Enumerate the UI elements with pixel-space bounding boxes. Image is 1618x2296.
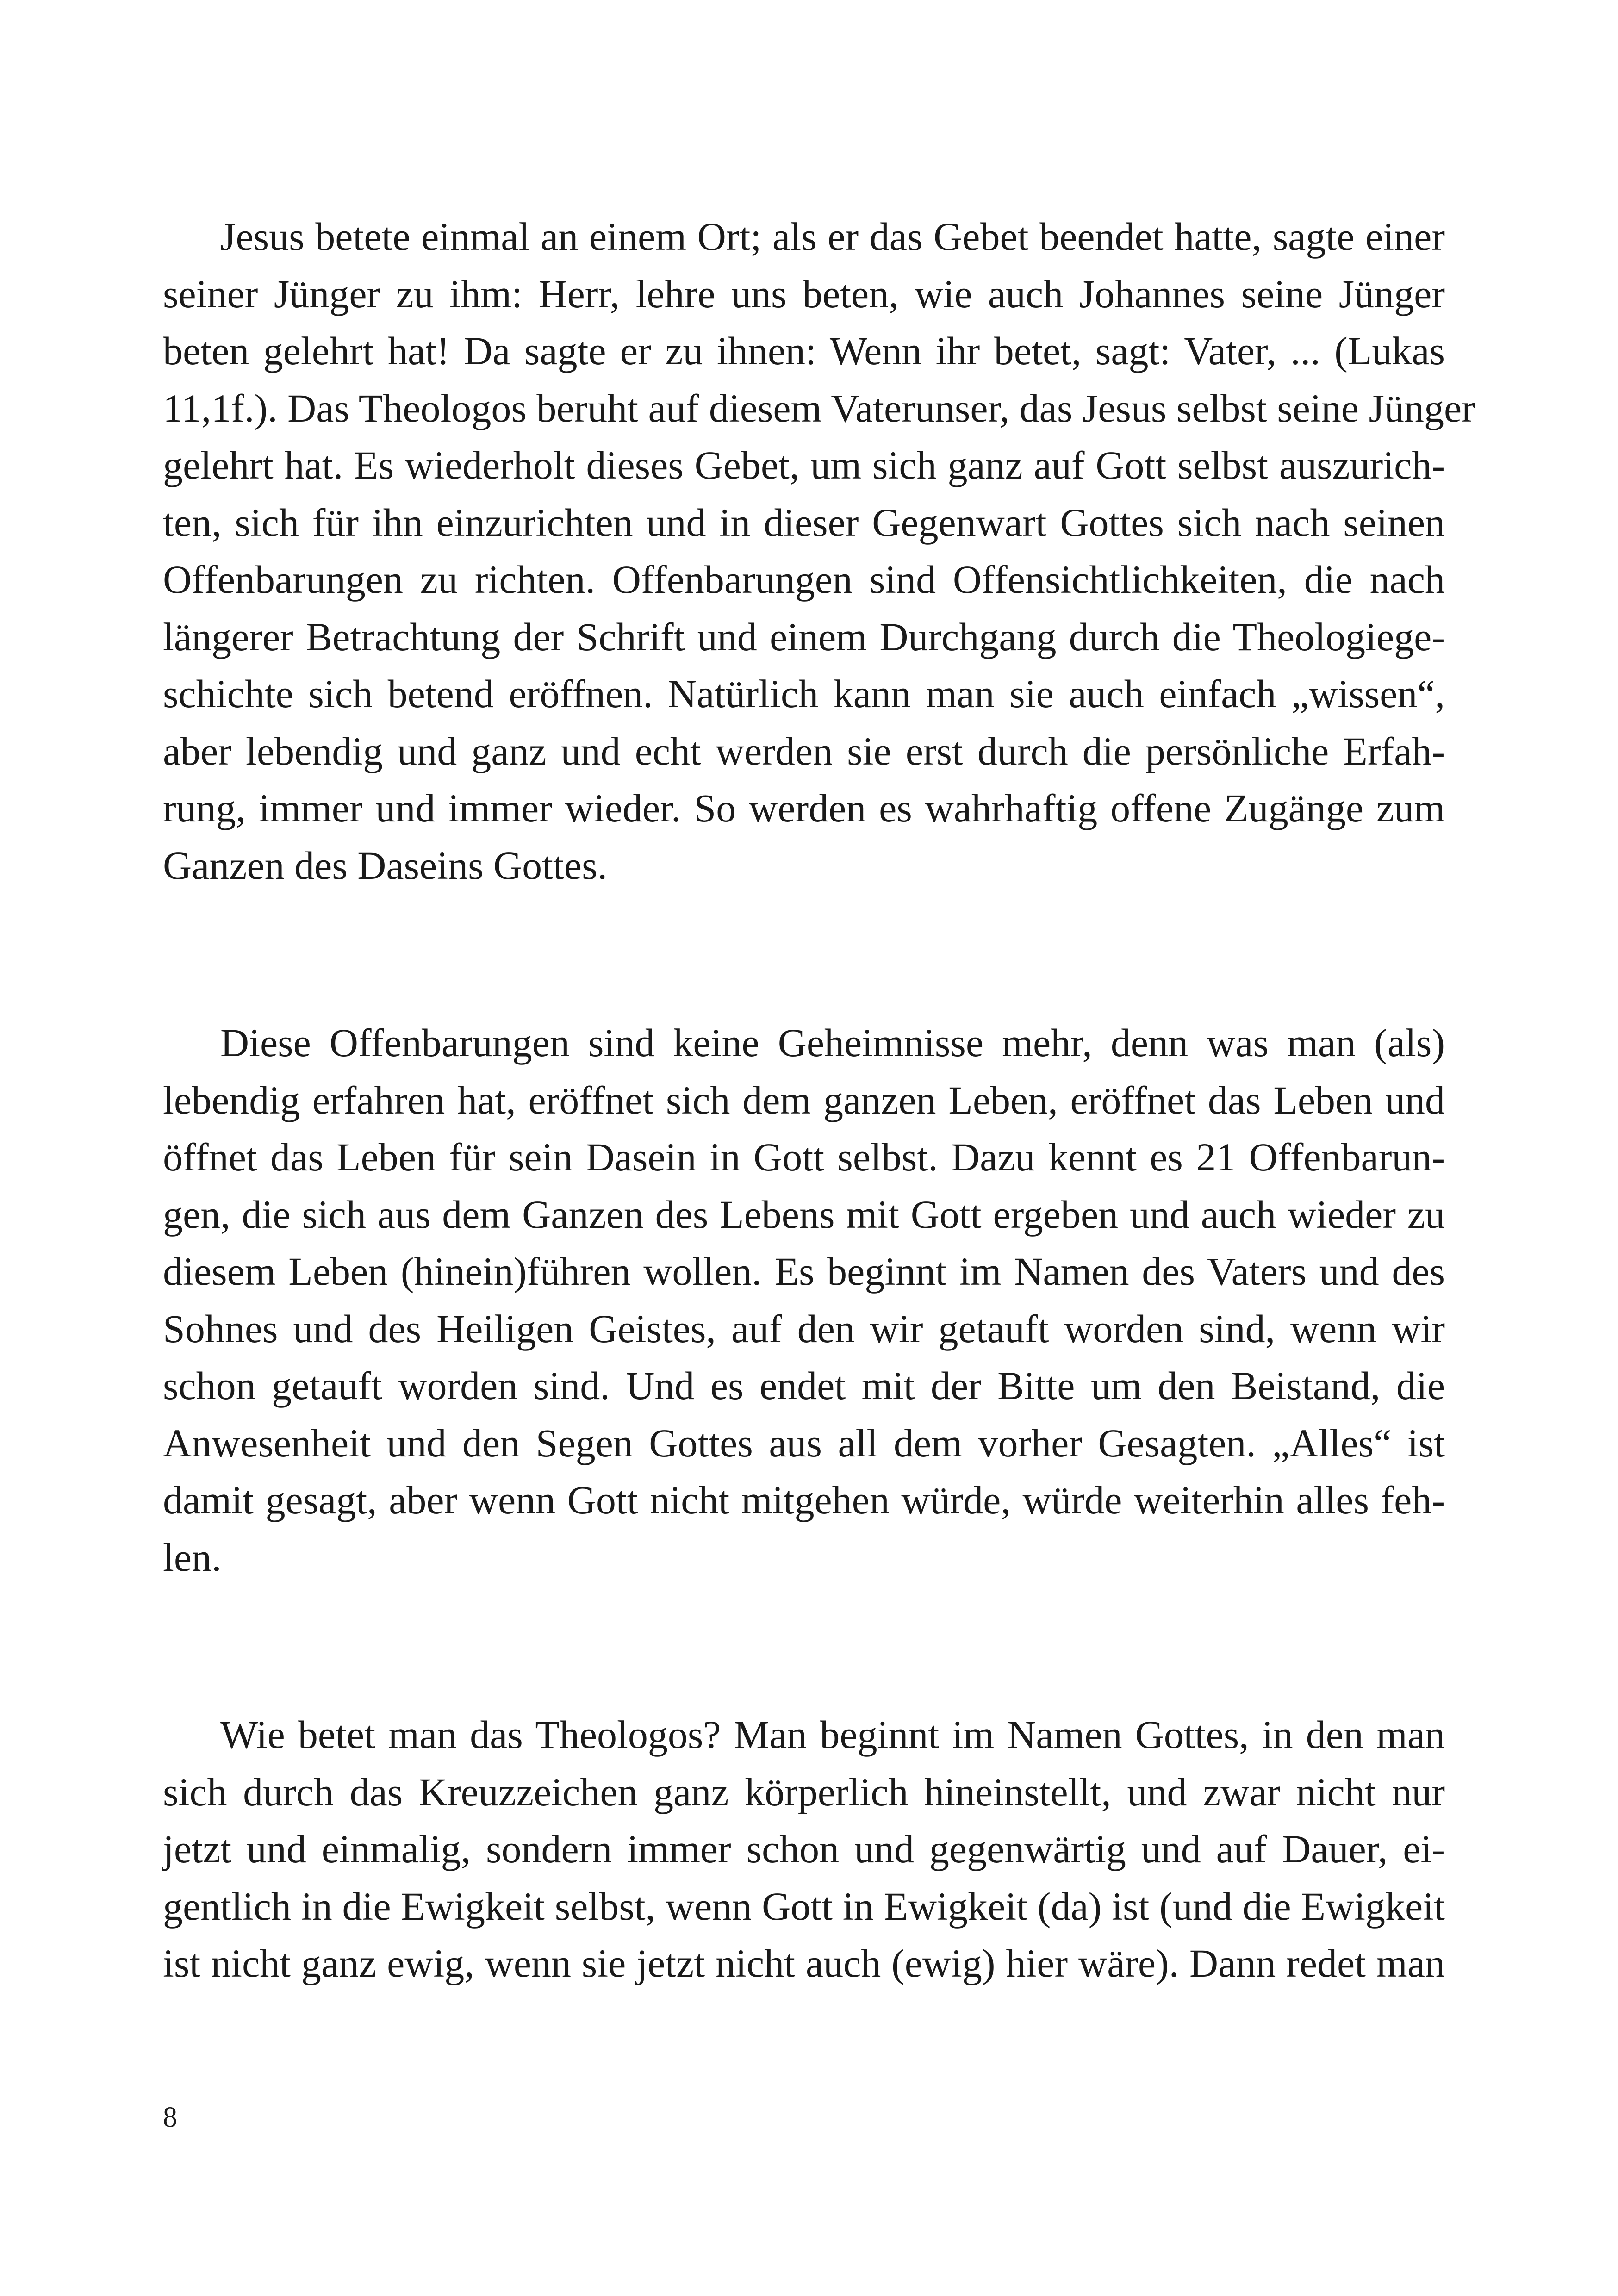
text-line: 11,1f.). Das Theologos beruht auf diesem Vaterunser, das Jesus selbst seine Jünger xyxy=(163,386,1475,430)
text-line: jetzt und einmalig, sondern immer schon und gegenwärtig und auf Dauer, ei- xyxy=(163,1827,1445,1871)
text-line: seiner Jünger zu ihm: Herr, lehre uns beten, wie auch Johannes seine Jünger xyxy=(163,271,1445,316)
paragraph-3 xyxy=(163,1706,1445,1992)
text-line: len. xyxy=(163,1535,222,1580)
text-line: Offenbarungen zu richten. Offenbarungen sind Offensichtlichkeiten, die nach xyxy=(163,557,1445,602)
text-line: längerer Betrachtung der Schrift und einem Durchgang durch die Theologiege- xyxy=(163,614,1445,659)
text-line: öffnet das Leben für sein Dasein in Gott selbst. Dazu kennt es 21 Offenbarun- xyxy=(163,1135,1445,1179)
paragraph-1 xyxy=(163,208,1475,894)
text-line: schichte sich betend eröffnen. Natürlich kann man sie auch einfach „wissen“, xyxy=(163,672,1445,716)
text-line: Jesus betete einmal an einem Ort; als er das Gebet beendet hatte, sagte einer xyxy=(220,214,1445,259)
text-line: rung, immer und immer wieder. So werden es wahrhaftig offene Zugänge zum xyxy=(163,786,1445,830)
page-body xyxy=(163,208,1475,1992)
paragraph-2 xyxy=(163,1014,1445,1586)
text-line: damit gesagt, aber wenn Gott nicht mitgehen würde, würde weiterhin alles feh- xyxy=(163,1478,1445,1522)
text-line: sich durch das Kreuzzeichen ganz körperlich hineinstellt, und zwar nicht nur xyxy=(163,1769,1445,1814)
text-line: gelehrt hat. Es wiederholt dieses Gebet, um sich ganz auf Gott selbst auszurich- xyxy=(163,443,1445,487)
text-line: Sohnes und des Heiligen Geistes, auf den wir getauft worden sind, wenn wir xyxy=(163,1306,1445,1351)
text-line: aber lebendig und ganz und echt werden sie erst durch die persönliche Erfah- xyxy=(163,728,1445,773)
text-line: beten gelehrt hat! Da sagte er zu ihnen: Wenn ihr betet, sagt: Vater, ... (Lukas xyxy=(163,329,1445,373)
text-line: Diese Offenbarungen sind keine Geheimnisse mehr, denn was man (als) xyxy=(220,1020,1445,1065)
text-line: Wie betet man das Theologos? Man beginnt im Namen Gottes, in den man xyxy=(220,1712,1445,1757)
text-line: gen, die sich aus dem Ganzen des Lebens mit Gott ergeben und auch wieder zu xyxy=(163,1192,1445,1237)
text-line: gentlich in die Ewigkeit selbst, wenn Gott in Ewigkeit (da) ist (und die Ewigkeit xyxy=(163,1884,1445,1929)
text-line: Ganzen des Daseins Gottes. xyxy=(163,843,608,888)
text-line: ten, sich für ihn einzurichten und in dieser Gegenwart Gottes sich nach seinen xyxy=(163,500,1445,545)
page-number: 8 xyxy=(163,2102,177,2133)
text-line: lebendig erfahren hat, eröffnet sich dem ganzen Leben, eröffnet das Leben und xyxy=(163,1077,1445,1122)
text-line: ist nicht ganz ewig, wenn sie jetzt nicht auch (ewig) hier wäre). Dann redet man xyxy=(163,1941,1445,1985)
text-line: Anwesenheit und den Segen Gottes aus all dem vorher Gesagten. „Alles“ ist xyxy=(163,1420,1445,1465)
text-line: schon getauft worden sind. Und es endet mit der Bitte um den Beistand, die xyxy=(163,1363,1445,1408)
text-line: diesem Leben (hinein)führen wollen. Es beginnt im Namen des Vaters und des xyxy=(163,1249,1445,1294)
